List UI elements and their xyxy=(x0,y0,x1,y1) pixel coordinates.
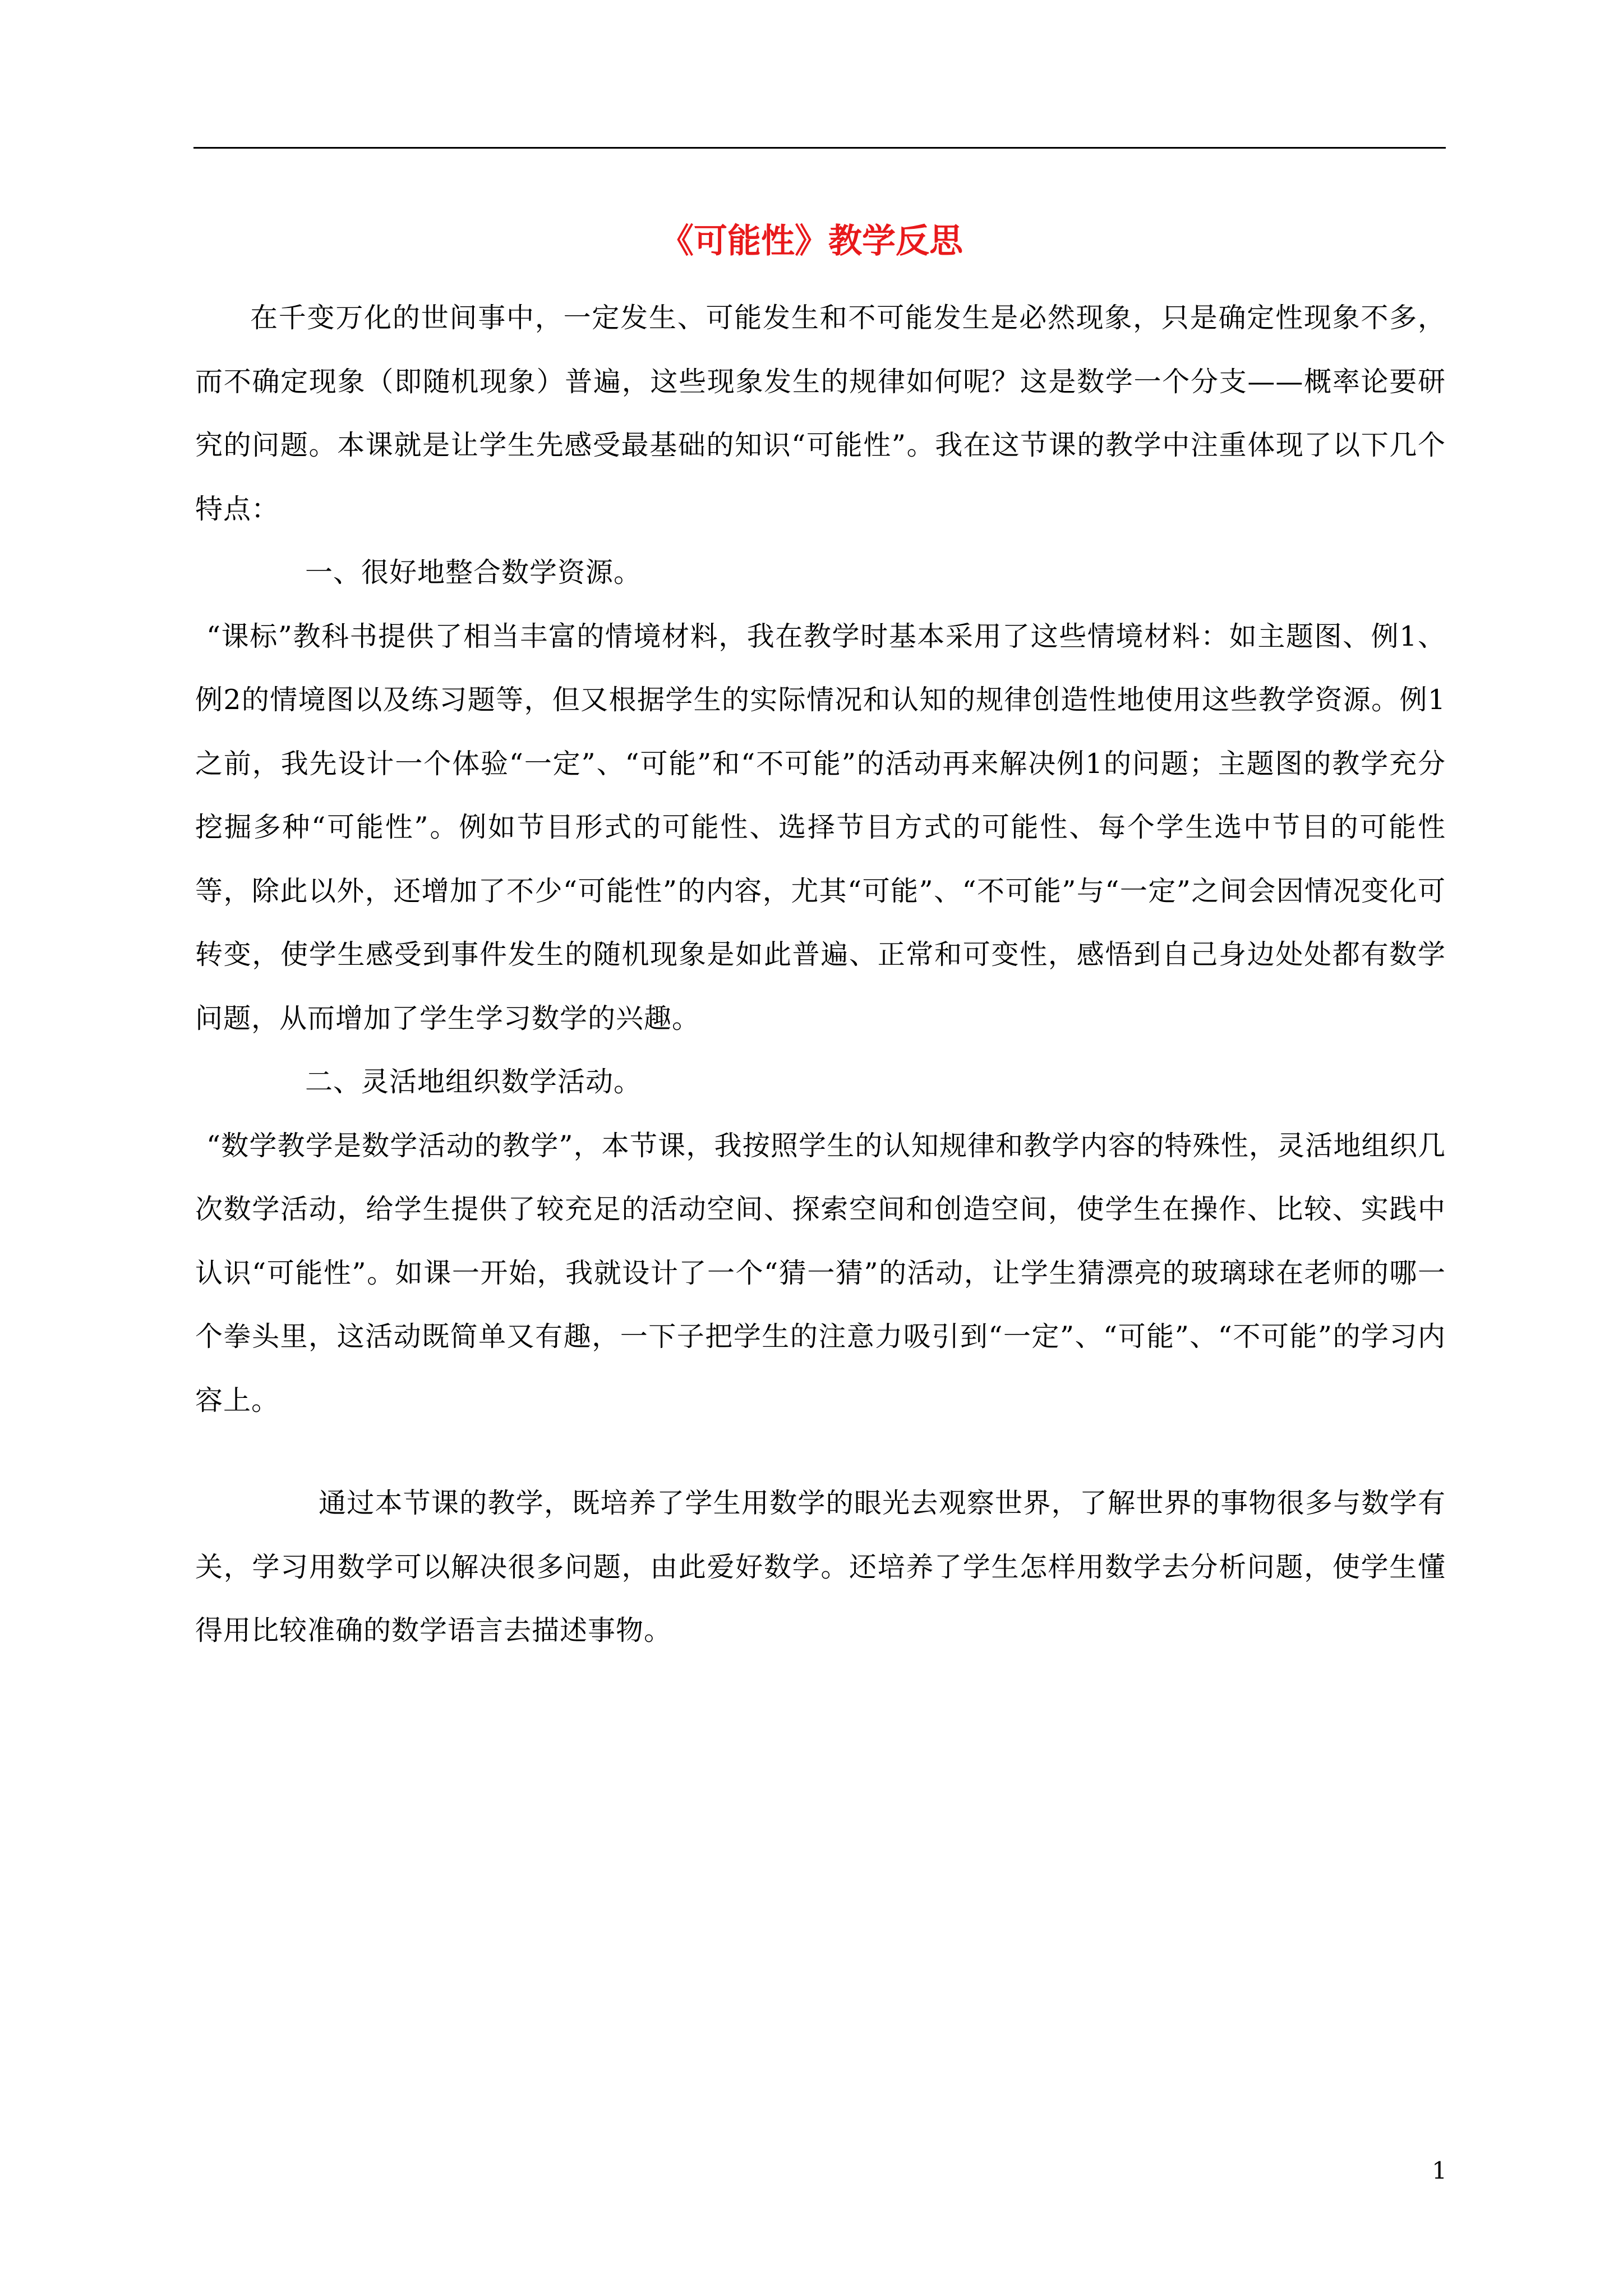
paragraph-intro: 在千变万化的世间事中，一定发生、可能发生和不可能发生是必然现象，只是确定性现象不多，而不确定现象（即随机现象）普遍，这些现象发生的规律如何呢？这是数学一个分支——概率论要研究的问题。本课就是让学生先感受最基础的知识“可能性”。我在这节课的教学中注重体现了以下几个特点： xyxy=(195,302,1446,525)
page-number: 1 xyxy=(1432,2157,1447,2184)
paragraph-conclusion: 通过本节课的教学，既培养了学生用数学的眼光去观察世界，了解世界的事物很多与数学有关，学习用数学可以解决很多问题，由此爱好数学。还培养了学生怎样用数学去分析问题，使学生懂得用比较准确的数学语言去描述事物。 xyxy=(195,1487,1446,1646)
paragraph-section-1: “课标”教科书提供了相当丰富的情境材料，我在教学时基本采用了这些情境材料：如主题图、例1、例2的情境图以及练习题等，但又根据学生的实际情况和认知的规律创造性地使用这些教学资源。例1之前，我先设计一个体验“一定”、“可能”和“不可能”的活动再来解决例1的问题；主题图的教学充分挖掘多种“可能性”。例如节目形式的可能性、选择节目方式的可能性、每个学生选中节目的可能性等，除此以外，还增加了不少“可能性”的内容，尤其“可能”、“不可能”与“一定”之间会因情况变化可转变，使学生感受到事件发生的随机现象是如此普遍、正常和可变性，感悟到自己身边处处都有数学问题，从而增加了学生学习数学的兴趣。 xyxy=(195,620,1446,1034)
header-rule xyxy=(193,147,1446,149)
section-heading-1: 一、很好地整合数学资源。 xyxy=(305,556,642,588)
document-title: 《可能性》教学反思 xyxy=(660,222,963,261)
section-heading-2: 二、灵活地组织数学活动。 xyxy=(305,1066,642,1098)
paragraph-section-2: “数学教学是数学活动的教学”，本节课，我按照学生的认知规律和教学内容的特殊性，灵活地组织几次数学活动，给学生提供了较充足的活动空间、探索空间和创造空间，使学生在操作、比较、实践中认识“可能性”。如课一开始，我就设计了一个“猜一猜”的活动，让学生猜漂亮的玻璃球在老师的哪一个拳头里，这活动既简单又有趣，一下子把学生的注意力吸引到“一定”、“可能”、“不可能”的学习内容上。 xyxy=(195,1129,1446,1416)
document-body xyxy=(195,286,1446,1663)
